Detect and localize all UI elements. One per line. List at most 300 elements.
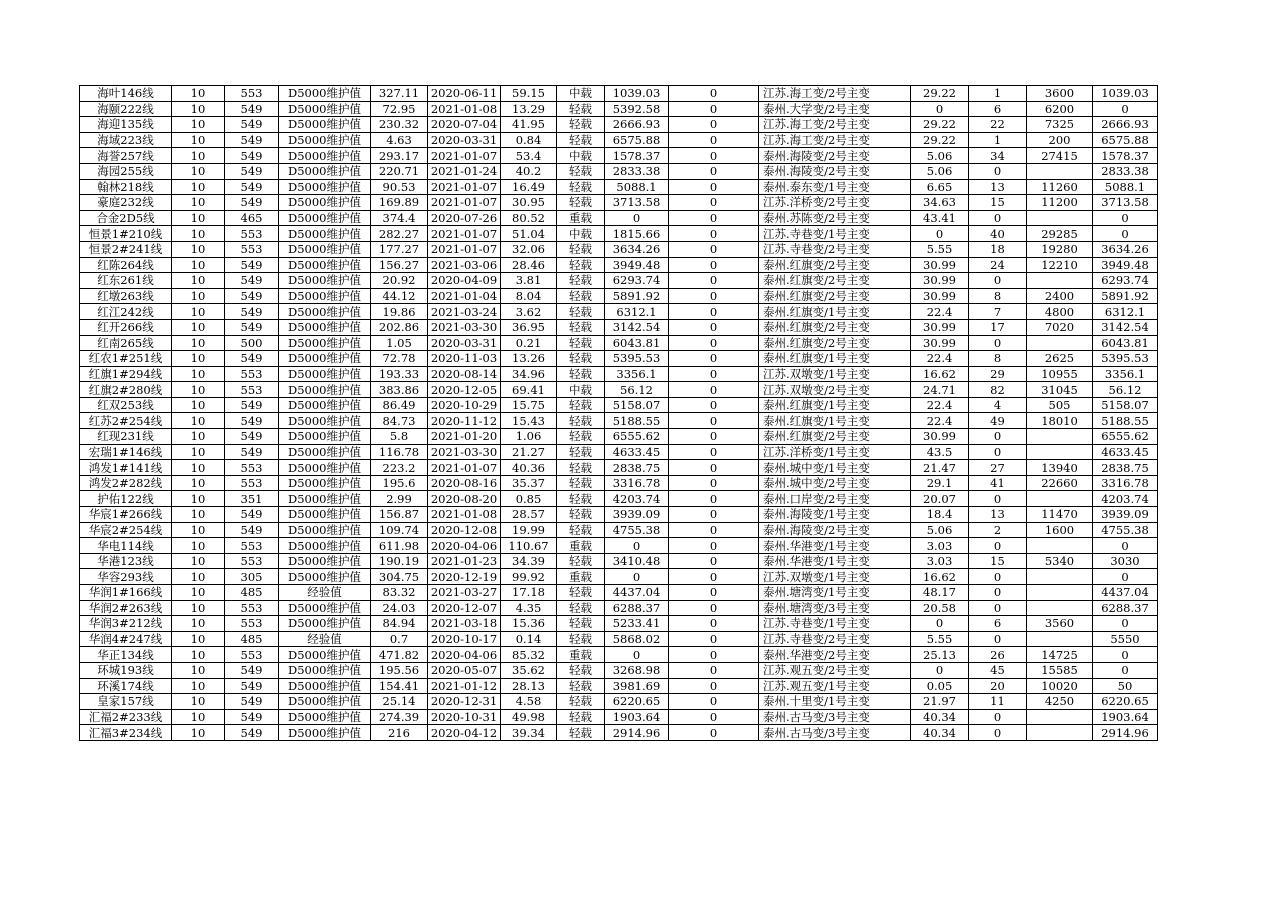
limit-source-cell: D5000维护值 [279, 288, 371, 304]
spare-capacity-cell: 3713.58 [605, 195, 669, 211]
capacity-cell [1027, 725, 1093, 741]
transformer-rate-cell: 5.55 [911, 631, 969, 647]
transformer-cell: 江苏.洋桥变/1号主变 [759, 444, 911, 460]
voltage-cell: 10 [172, 429, 225, 445]
date-cell: 2020-11-12 [428, 413, 501, 429]
rated-current-cell: 549 [225, 273, 279, 289]
voltage-cell: 10 [172, 662, 225, 678]
max-current-cell: 90.53 [371, 179, 428, 195]
load-rate-cell: 16.49 [501, 179, 557, 195]
spare-capacity-cell: 6288.37 [605, 600, 669, 616]
limit-source-cell: 经验值 [279, 631, 371, 647]
line-name-cell: 鸿发2#282线 [80, 475, 172, 491]
spare-capacity-cell: 6312.1 [605, 304, 669, 320]
date-cell: 2020-04-06 [428, 538, 501, 554]
zero-cell: 0 [669, 257, 759, 273]
max-current-cell: 44.12 [371, 288, 428, 304]
transformer-cell: 泰州.红旗变/2号主变 [759, 273, 911, 289]
available-cell: 3949.48 [1093, 257, 1158, 273]
table-row [80, 195, 1158, 211]
limit-source-cell: D5000维护值 [279, 444, 371, 460]
date-cell: 2020-03-31 [428, 132, 501, 148]
load-rate-cell: 19.99 [501, 522, 557, 538]
transformer-rate-cell: 22.4 [911, 304, 969, 320]
date-cell: 2020-12-07 [428, 600, 501, 616]
count-cell: 27 [969, 460, 1027, 476]
date-cell: 2021-01-07 [428, 179, 501, 195]
rated-current-cell: 553 [225, 616, 279, 632]
voltage-cell: 10 [172, 475, 225, 491]
load-rate-cell: 15.75 [501, 397, 557, 413]
count-cell: 0 [969, 444, 1027, 460]
line-name-cell: 红江242线 [80, 304, 172, 320]
rated-current-cell: 549 [225, 444, 279, 460]
limit-source-cell: D5000维护值 [279, 647, 371, 663]
capacity-cell: 19280 [1027, 241, 1093, 257]
rated-current-cell: 549 [225, 195, 279, 211]
max-current-cell: 223.2 [371, 460, 428, 476]
load-rate-cell: 21.27 [501, 444, 557, 460]
line-name-cell: 红旗2#280线 [80, 382, 172, 398]
load-level-cell: 重载 [557, 538, 605, 554]
table-row [80, 725, 1158, 741]
transformer-rate-cell: 6.65 [911, 179, 969, 195]
line-name-cell: 汇福3#234线 [80, 725, 172, 741]
voltage-cell: 10 [172, 631, 225, 647]
max-current-cell: 72.95 [371, 101, 428, 117]
transformer-cell: 泰州.海陵变/2号主变 [759, 522, 911, 538]
capacity-cell: 3600 [1027, 86, 1093, 102]
load-rate-cell: 4.35 [501, 600, 557, 616]
spare-capacity-cell: 2833.38 [605, 163, 669, 179]
capacity-cell: 11200 [1027, 195, 1093, 211]
transformer-cell: 江苏.双墩变/1号主变 [759, 366, 911, 382]
table-row [80, 585, 1158, 601]
available-cell: 0 [1093, 616, 1158, 632]
spare-capacity-cell: 3634.26 [605, 241, 669, 257]
date-cell: 2020-10-17 [428, 631, 501, 647]
transformer-rate-cell: 22.4 [911, 397, 969, 413]
line-name-cell: 海誉257线 [80, 148, 172, 164]
zero-cell: 0 [669, 148, 759, 164]
available-cell: 1039.03 [1093, 86, 1158, 102]
load-level-cell: 轻载 [557, 319, 605, 335]
limit-source-cell: D5000维护值 [279, 475, 371, 491]
date-cell: 2021-01-07 [428, 195, 501, 211]
rated-current-cell: 553 [225, 366, 279, 382]
limit-source-cell: D5000维护值 [279, 179, 371, 195]
load-level-cell: 轻载 [557, 257, 605, 273]
voltage-cell: 10 [172, 117, 225, 133]
load-rate-cell: 13.29 [501, 101, 557, 117]
limit-source-cell: D5000维护值 [279, 709, 371, 725]
zero-cell: 0 [669, 163, 759, 179]
limit-source-cell: D5000维护值 [279, 257, 371, 273]
count-cell: 41 [969, 475, 1027, 491]
transformer-rate-cell: 0 [911, 616, 969, 632]
voltage-cell: 10 [172, 397, 225, 413]
zero-cell: 0 [669, 694, 759, 710]
load-rate-cell: 69.41 [501, 382, 557, 398]
max-current-cell: 20.92 [371, 273, 428, 289]
line-name-cell: 红南265线 [80, 335, 172, 351]
date-cell: 2021-03-30 [428, 444, 501, 460]
date-cell: 2021-01-08 [428, 101, 501, 117]
spare-capacity-cell: 5395.53 [605, 351, 669, 367]
load-level-cell: 轻载 [557, 491, 605, 507]
rated-current-cell: 549 [225, 163, 279, 179]
transformer-cell: 泰州.华港变/2号主变 [759, 647, 911, 663]
load-level-cell: 轻载 [557, 725, 605, 741]
available-cell: 2838.75 [1093, 460, 1158, 476]
rated-current-cell: 549 [225, 132, 279, 148]
transformer-rate-cell: 30.99 [911, 429, 969, 445]
limit-source-cell: D5000维护值 [279, 397, 371, 413]
zero-cell: 0 [669, 600, 759, 616]
capacity-cell [1027, 210, 1093, 226]
spare-capacity-cell: 0 [605, 569, 669, 585]
voltage-cell: 10 [172, 616, 225, 632]
date-cell: 2020-08-14 [428, 366, 501, 382]
rated-current-cell: 305 [225, 569, 279, 585]
load-level-cell: 重载 [557, 569, 605, 585]
count-cell: 29 [969, 366, 1027, 382]
rated-current-cell: 549 [225, 507, 279, 523]
capacity-cell: 29285 [1027, 226, 1093, 242]
max-current-cell: 2.99 [371, 491, 428, 507]
rated-current-cell: 485 [225, 585, 279, 601]
line-name-cell: 华电114线 [80, 538, 172, 554]
transformer-rate-cell: 43.5 [911, 444, 969, 460]
capacity-cell [1027, 600, 1093, 616]
zero-cell: 0 [669, 86, 759, 102]
count-cell: 40 [969, 226, 1027, 242]
table-row [80, 335, 1158, 351]
load-rate-cell: 53.4 [501, 148, 557, 164]
date-cell: 2020-12-08 [428, 522, 501, 538]
spare-capacity-cell: 5392.58 [605, 101, 669, 117]
available-cell: 6312.1 [1093, 304, 1158, 320]
transformer-rate-cell: 5.06 [911, 522, 969, 538]
count-cell: 17 [969, 319, 1027, 335]
transformer-cell: 泰州.红旗变/1号主变 [759, 351, 911, 367]
line-name-cell: 红东261线 [80, 273, 172, 289]
transformer-rate-cell: 3.03 [911, 538, 969, 554]
load-level-cell: 轻载 [557, 662, 605, 678]
date-cell: 2020-07-26 [428, 210, 501, 226]
count-cell: 0 [969, 725, 1027, 741]
capacity-cell: 4250 [1027, 694, 1093, 710]
load-rate-cell: 28.46 [501, 257, 557, 273]
capacity-cell: 10020 [1027, 678, 1093, 694]
transformer-rate-cell: 0.05 [911, 678, 969, 694]
max-current-cell: 282.27 [371, 226, 428, 242]
load-rate-cell: 85.32 [501, 647, 557, 663]
transformer-rate-cell: 30.99 [911, 335, 969, 351]
transformer-rate-cell: 20.07 [911, 491, 969, 507]
transformer-rate-cell: 22.4 [911, 413, 969, 429]
zero-cell: 0 [669, 319, 759, 335]
load-rate-cell: 13.26 [501, 351, 557, 367]
table-row [80, 257, 1158, 273]
voltage-cell: 10 [172, 210, 225, 226]
spare-capacity-cell: 5868.02 [605, 631, 669, 647]
transformer-cell: 泰州.苏陈变/2号主变 [759, 210, 911, 226]
load-rate-cell: 4.58 [501, 694, 557, 710]
load-level-cell: 轻载 [557, 616, 605, 632]
transformer-rate-cell: 30.99 [911, 288, 969, 304]
max-current-cell: 84.73 [371, 413, 428, 429]
transformer-cell: 江苏.洋桥变/2号主变 [759, 195, 911, 211]
limit-source-cell: D5000维护值 [279, 725, 371, 741]
max-current-cell: 24.03 [371, 600, 428, 616]
count-cell: 24 [969, 257, 1027, 273]
rated-current-cell: 549 [225, 304, 279, 320]
voltage-cell: 10 [172, 366, 225, 382]
voltage-cell: 10 [172, 226, 225, 242]
spare-capacity-cell: 6293.74 [605, 273, 669, 289]
capacity-cell [1027, 585, 1093, 601]
load-level-cell: 轻载 [557, 195, 605, 211]
line-name-cell: 环溪174线 [80, 678, 172, 694]
limit-source-cell: D5000维护值 [279, 163, 371, 179]
line-name-cell: 护佑122线 [80, 491, 172, 507]
zero-cell: 0 [669, 179, 759, 195]
date-cell: 2020-08-20 [428, 491, 501, 507]
max-current-cell: 86.49 [371, 397, 428, 413]
transformer-cell: 泰州.塘湾变/1号主变 [759, 585, 911, 601]
zero-cell: 0 [669, 273, 759, 289]
transformer-cell: 泰州.红旗变/2号主变 [759, 288, 911, 304]
voltage-cell: 10 [172, 522, 225, 538]
available-cell: 0 [1093, 569, 1158, 585]
load-level-cell: 轻载 [557, 335, 605, 351]
date-cell: 2021-01-04 [428, 288, 501, 304]
transformer-rate-cell: 0 [911, 226, 969, 242]
date-cell: 2020-12-19 [428, 569, 501, 585]
zero-cell: 0 [669, 241, 759, 257]
max-current-cell: 195.56 [371, 662, 428, 678]
rated-current-cell: 549 [225, 413, 279, 429]
transformer-cell: 江苏.寺巷变/2号主变 [759, 241, 911, 257]
load-rate-cell: 8.04 [501, 288, 557, 304]
load-rate-cell: 15.36 [501, 616, 557, 632]
voltage-cell: 10 [172, 725, 225, 741]
spare-capacity-cell: 6043.81 [605, 335, 669, 351]
count-cell: 34 [969, 148, 1027, 164]
transformer-cell: 泰州.海陵变/2号主变 [759, 148, 911, 164]
transformer-rate-cell: 40.34 [911, 709, 969, 725]
date-cell: 2021-03-24 [428, 304, 501, 320]
capacity-cell: 1600 [1027, 522, 1093, 538]
zero-cell: 0 [669, 538, 759, 554]
count-cell: 82 [969, 382, 1027, 398]
capacity-cell: 3560 [1027, 616, 1093, 632]
rated-current-cell: 549 [225, 179, 279, 195]
transformer-rate-cell: 22.4 [911, 351, 969, 367]
spare-capacity-cell: 2666.93 [605, 117, 669, 133]
table-row [80, 538, 1158, 554]
max-current-cell: 293.17 [371, 148, 428, 164]
date-cell: 2020-05-07 [428, 662, 501, 678]
limit-source-cell: D5000维护值 [279, 86, 371, 102]
load-rate-cell: 59.15 [501, 86, 557, 102]
table-row [80, 491, 1158, 507]
limit-source-cell: D5000维护值 [279, 210, 371, 226]
spare-capacity-cell: 3268.98 [605, 662, 669, 678]
load-level-cell: 轻载 [557, 304, 605, 320]
table-row [80, 273, 1158, 289]
voltage-cell: 10 [172, 101, 225, 117]
rated-current-cell: 465 [225, 210, 279, 226]
transformer-cell: 江苏.海工变/2号主变 [759, 117, 911, 133]
rated-current-cell: 549 [225, 288, 279, 304]
voltage-cell: 10 [172, 273, 225, 289]
capacity-cell: 12210 [1027, 257, 1093, 273]
table-row [80, 101, 1158, 117]
max-current-cell: 230.32 [371, 117, 428, 133]
table-row [80, 148, 1158, 164]
load-level-cell: 轻载 [557, 132, 605, 148]
zero-cell: 0 [669, 226, 759, 242]
voltage-cell: 10 [172, 647, 225, 663]
line-name-cell: 汇福2#233线 [80, 709, 172, 725]
rated-current-cell: 351 [225, 491, 279, 507]
capacity-cell: 11470 [1027, 507, 1093, 523]
transformer-cell: 泰州.华港变/1号主变 [759, 538, 911, 554]
date-cell: 2020-06-11 [428, 86, 501, 102]
capacity-cell: 200 [1027, 132, 1093, 148]
voltage-cell: 10 [172, 553, 225, 569]
load-level-cell: 轻载 [557, 460, 605, 476]
count-cell: 18 [969, 241, 1027, 257]
max-current-cell: 374.4 [371, 210, 428, 226]
date-cell: 2020-12-31 [428, 694, 501, 710]
max-current-cell: 116.78 [371, 444, 428, 460]
table-row [80, 163, 1158, 179]
date-cell: 2021-01-24 [428, 163, 501, 179]
transformer-rate-cell: 30.99 [911, 319, 969, 335]
transformer-rate-cell: 18.4 [911, 507, 969, 523]
voltage-cell: 10 [172, 132, 225, 148]
table-row [80, 382, 1158, 398]
capacity-cell: 15585 [1027, 662, 1093, 678]
load-level-cell: 轻载 [557, 522, 605, 538]
transformer-rate-cell: 24.71 [911, 382, 969, 398]
count-cell: 8 [969, 288, 1027, 304]
available-cell: 6288.37 [1093, 600, 1158, 616]
limit-source-cell: D5000维护值 [279, 366, 371, 382]
limit-source-cell: D5000维护值 [279, 241, 371, 257]
capacity-cell [1027, 444, 1093, 460]
load-level-cell: 轻载 [557, 163, 605, 179]
capacity-cell: 27415 [1027, 148, 1093, 164]
table-row [80, 569, 1158, 585]
transformer-rate-cell: 30.99 [911, 273, 969, 289]
zero-cell: 0 [669, 132, 759, 148]
count-cell: 0 [969, 210, 1027, 226]
transformer-cell: 泰州.红旗变/2号主变 [759, 335, 911, 351]
transformer-cell: 泰州.大学变/2号主变 [759, 101, 911, 117]
capacity-cell: 7020 [1027, 319, 1093, 335]
line-name-cell: 红双253线 [80, 397, 172, 413]
spare-capacity-cell: 1903.64 [605, 709, 669, 725]
limit-source-cell: 经验值 [279, 585, 371, 601]
transformer-cell: 泰州.红旗变/2号主变 [759, 257, 911, 273]
rated-current-cell: 549 [225, 709, 279, 725]
zero-cell: 0 [669, 522, 759, 538]
rated-current-cell: 553 [225, 226, 279, 242]
line-name-cell: 海园255线 [80, 163, 172, 179]
date-cell: 2021-01-07 [428, 226, 501, 242]
load-rate-cell: 30.95 [501, 195, 557, 211]
count-cell: 0 [969, 538, 1027, 554]
spare-capacity-cell: 5088.1 [605, 179, 669, 195]
line-name-cell: 环城193线 [80, 662, 172, 678]
transformer-cell: 泰州.红旗变/1号主变 [759, 304, 911, 320]
transformer-rate-cell: 34.63 [911, 195, 969, 211]
table-row [80, 241, 1158, 257]
table-row [80, 397, 1158, 413]
date-cell: 2021-03-18 [428, 616, 501, 632]
max-current-cell: 154.41 [371, 678, 428, 694]
capacity-cell [1027, 429, 1093, 445]
table-row [80, 429, 1158, 445]
date-cell: 2021-01-07 [428, 241, 501, 257]
transformer-cell: 泰州.红旗变/1号主变 [759, 397, 911, 413]
zero-cell: 0 [669, 631, 759, 647]
limit-source-cell: D5000维护值 [279, 507, 371, 523]
zero-cell: 0 [669, 351, 759, 367]
transformer-cell: 泰州.泰东变/1号主变 [759, 179, 911, 195]
table-row [80, 304, 1158, 320]
load-level-cell: 轻载 [557, 444, 605, 460]
limit-source-cell: D5000维护值 [279, 491, 371, 507]
transformer-rate-cell: 40.34 [911, 725, 969, 741]
spare-capacity-cell: 0 [605, 538, 669, 554]
date-cell: 2021-01-07 [428, 460, 501, 476]
max-current-cell: 177.27 [371, 241, 428, 257]
limit-source-cell: D5000维护值 [279, 600, 371, 616]
capacity-cell: 18010 [1027, 413, 1093, 429]
count-cell: 4 [969, 397, 1027, 413]
max-current-cell: 304.75 [371, 569, 428, 585]
line-name-cell: 华润3#212线 [80, 616, 172, 632]
capacity-cell [1027, 709, 1093, 725]
transformer-rate-cell: 21.47 [911, 460, 969, 476]
capacity-cell [1027, 491, 1093, 507]
voltage-cell: 10 [172, 678, 225, 694]
table-row [80, 86, 1158, 102]
zero-cell: 0 [669, 210, 759, 226]
zero-cell: 0 [669, 366, 759, 382]
available-cell: 3713.58 [1093, 195, 1158, 211]
transformer-rate-cell: 25.13 [911, 647, 969, 663]
load-rate-cell: 110.67 [501, 538, 557, 554]
load-rate-cell: 3.62 [501, 304, 557, 320]
transformer-cell: 江苏.寺巷变/1号主变 [759, 616, 911, 632]
transformer-cell: 江苏.双墩变/1号主变 [759, 569, 911, 585]
spare-capacity-cell: 1815.66 [605, 226, 669, 242]
count-cell: 6 [969, 616, 1027, 632]
load-rate-cell: 15.43 [501, 413, 557, 429]
line-name-cell: 华润2#263线 [80, 600, 172, 616]
load-level-cell: 轻载 [557, 585, 605, 601]
limit-source-cell: D5000维护值 [279, 226, 371, 242]
load-rate-cell: 0.85 [501, 491, 557, 507]
load-rate-cell: 39.34 [501, 725, 557, 741]
spare-capacity-cell: 3939.09 [605, 507, 669, 523]
